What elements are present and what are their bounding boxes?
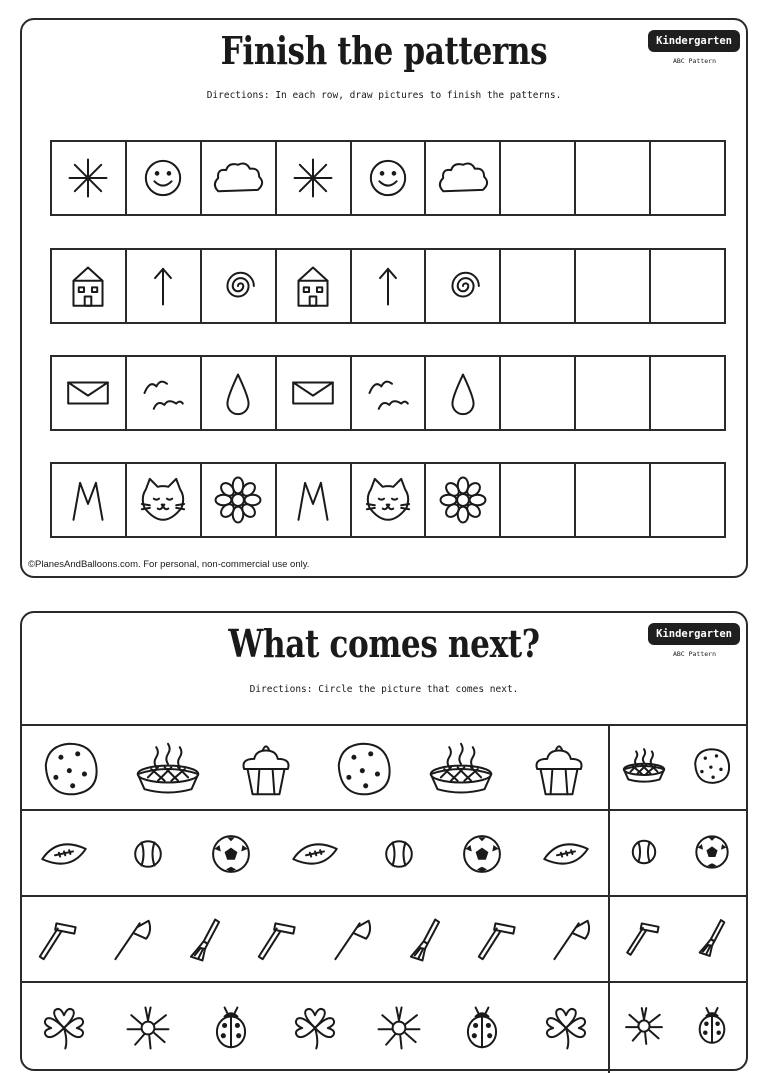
- clover-icon: [534, 996, 598, 1060]
- cat-icon: [355, 467, 421, 533]
- soccer-ball-icon: [450, 822, 514, 886]
- pattern-cell: [426, 142, 501, 214]
- badge-subtitle: ABC Pattern: [672, 650, 716, 658]
- flower-icon: [205, 467, 271, 533]
- spiral-icon: [430, 253, 496, 319]
- birds-icon: [355, 360, 421, 426]
- letter-m-icon: [280, 467, 346, 533]
- daisy-icon: [367, 996, 431, 1060]
- empty-answer-cell[interactable]: [501, 464, 576, 536]
- pattern-cell: [277, 464, 352, 536]
- pattern-cell: [127, 250, 202, 322]
- empty-answer-cell[interactable]: [576, 464, 651, 536]
- cookie-icon: [322, 727, 406, 811]
- empty-answer-cell[interactable]: [501, 250, 576, 322]
- hammer-icon: [616, 910, 672, 966]
- axe-icon: [100, 908, 164, 972]
- pie-icon: [419, 727, 503, 811]
- smiley-icon: [130, 145, 196, 211]
- birds-icon: [130, 360, 196, 426]
- page-title: Finish the patterns: [220, 28, 548, 73]
- axe-icon: [539, 908, 603, 972]
- empty-answer-cell[interactable]: [651, 142, 724, 214]
- sequence-row: [22, 809, 746, 897]
- axe-icon: [320, 908, 384, 972]
- empty-answer-cell[interactable]: [501, 357, 576, 429]
- cookie-icon: [684, 738, 740, 794]
- house-icon: [280, 253, 346, 319]
- pattern-cell: [52, 142, 127, 214]
- answer-options: [610, 983, 746, 1073]
- empty-answer-cell[interactable]: [651, 357, 724, 429]
- sequence-row: [22, 724, 746, 811]
- answer-choice[interactable]: [616, 998, 672, 1059]
- pattern-cell: [127, 142, 202, 214]
- pattern-cell: [52, 464, 127, 536]
- letter-m-icon: [55, 467, 121, 533]
- answer-options: [610, 726, 746, 811]
- brush-icon: [684, 910, 740, 966]
- directions-text: Directions: In each row, draw pictures to finish the patterns.: [206, 90, 562, 101]
- brush-icon: [173, 908, 237, 972]
- pattern-row: [50, 248, 726, 324]
- sequence-pictures: [22, 726, 610, 811]
- empty-answer-cell[interactable]: [651, 464, 724, 536]
- arrow-up-icon: [130, 253, 196, 319]
- flower-icon: [430, 467, 496, 533]
- spiral-icon: [205, 253, 271, 319]
- hammer-icon: [246, 908, 310, 972]
- copyright-footer: ©PlanesAndBalloons.com. For personal, non-commercial use only.: [28, 559, 310, 570]
- pattern-cell: [277, 357, 352, 429]
- football-icon: [32, 822, 96, 886]
- empty-answer-cell[interactable]: [651, 250, 724, 322]
- grade-badge: Kindergarten: [648, 30, 740, 52]
- worksheet-finish-patterns: [20, 18, 748, 578]
- pattern-cell: [127, 357, 202, 429]
- asterisk-icon: [280, 145, 346, 211]
- pattern-cell: [352, 250, 427, 322]
- answer-choice[interactable]: [616, 824, 672, 885]
- drop-icon: [430, 360, 496, 426]
- ladybug-icon: [684, 998, 740, 1054]
- envelope-icon: [280, 360, 346, 426]
- pattern-cell: [426, 250, 501, 322]
- pattern-cell: [352, 357, 427, 429]
- pattern-cell: [202, 142, 277, 214]
- sequence-pictures: [22, 983, 610, 1073]
- empty-answer-cell[interactable]: [501, 142, 576, 214]
- football-icon: [283, 822, 347, 886]
- daisy-icon: [616, 998, 672, 1054]
- pattern-cell: [277, 250, 352, 322]
- hammer-icon: [466, 908, 530, 972]
- soccer-ball-icon: [684, 824, 740, 880]
- arrow-up-icon: [355, 253, 421, 319]
- asterisk-icon: [55, 145, 121, 211]
- pattern-cell: [352, 142, 427, 214]
- pie-icon: [126, 727, 210, 811]
- clover-icon: [283, 996, 347, 1060]
- answer-choice[interactable]: [616, 910, 672, 971]
- cookie-icon: [29, 727, 113, 811]
- sequence-pictures: [22, 897, 610, 983]
- pattern-cell: [202, 250, 277, 322]
- cupcake-icon: [517, 727, 601, 811]
- empty-answer-cell[interactable]: [576, 250, 651, 322]
- cat-icon: [130, 467, 196, 533]
- pattern-cell: [352, 464, 427, 536]
- pattern-cell: [52, 250, 127, 322]
- answer-choice[interactable]: [684, 910, 740, 971]
- answer-choice[interactable]: [684, 998, 740, 1059]
- answer-choice[interactable]: [684, 824, 740, 885]
- grade-badge: Kindergarten: [648, 623, 740, 645]
- empty-answer-cell[interactable]: [576, 142, 651, 214]
- ladybug-icon: [199, 996, 263, 1060]
- baseball-icon: [616, 824, 672, 880]
- hammer-icon: [27, 908, 91, 972]
- baseball-icon: [367, 822, 431, 886]
- pattern-cell: [426, 464, 501, 536]
- soccer-ball-icon: [199, 822, 263, 886]
- page-title: What comes next?: [228, 621, 540, 666]
- pie-icon: [616, 738, 672, 794]
- directions-text: Directions: Circle the picture that comes next.: [249, 684, 519, 695]
- pattern-row: [50, 462, 726, 538]
- sequence-row: [22, 895, 746, 983]
- answer-choice[interactable]: [684, 738, 740, 799]
- football-icon: [534, 822, 598, 886]
- cloud-icon: [205, 145, 271, 211]
- envelope-icon: [55, 360, 121, 426]
- drop-icon: [205, 360, 271, 426]
- answer-options: [610, 897, 746, 983]
- brush-icon: [393, 908, 457, 972]
- pattern-cell: [52, 357, 127, 429]
- sequence-pictures: [22, 811, 610, 897]
- pattern-cell: [277, 142, 352, 214]
- daisy-icon: [116, 996, 180, 1060]
- sequence-row: [22, 981, 746, 1073]
- baseball-icon: [116, 822, 180, 886]
- ladybug-icon: [450, 996, 514, 1060]
- smiley-icon: [355, 145, 421, 211]
- pattern-row: [50, 355, 726, 431]
- clover-icon: [32, 996, 96, 1060]
- empty-answer-cell[interactable]: [576, 357, 651, 429]
- pattern-row: [50, 140, 726, 216]
- answer-choice[interactable]: [616, 738, 672, 799]
- house-icon: [55, 253, 121, 319]
- pattern-cell: [202, 357, 277, 429]
- answer-options: [610, 811, 746, 897]
- pattern-cell: [127, 464, 202, 536]
- pattern-cell: [202, 464, 277, 536]
- cloud-icon: [430, 145, 496, 211]
- worksheet-what-comes-next: [20, 611, 748, 1071]
- pattern-cell: [426, 357, 501, 429]
- cupcake-icon: [224, 727, 308, 811]
- badge-subtitle: ABC Pattern: [672, 57, 716, 65]
